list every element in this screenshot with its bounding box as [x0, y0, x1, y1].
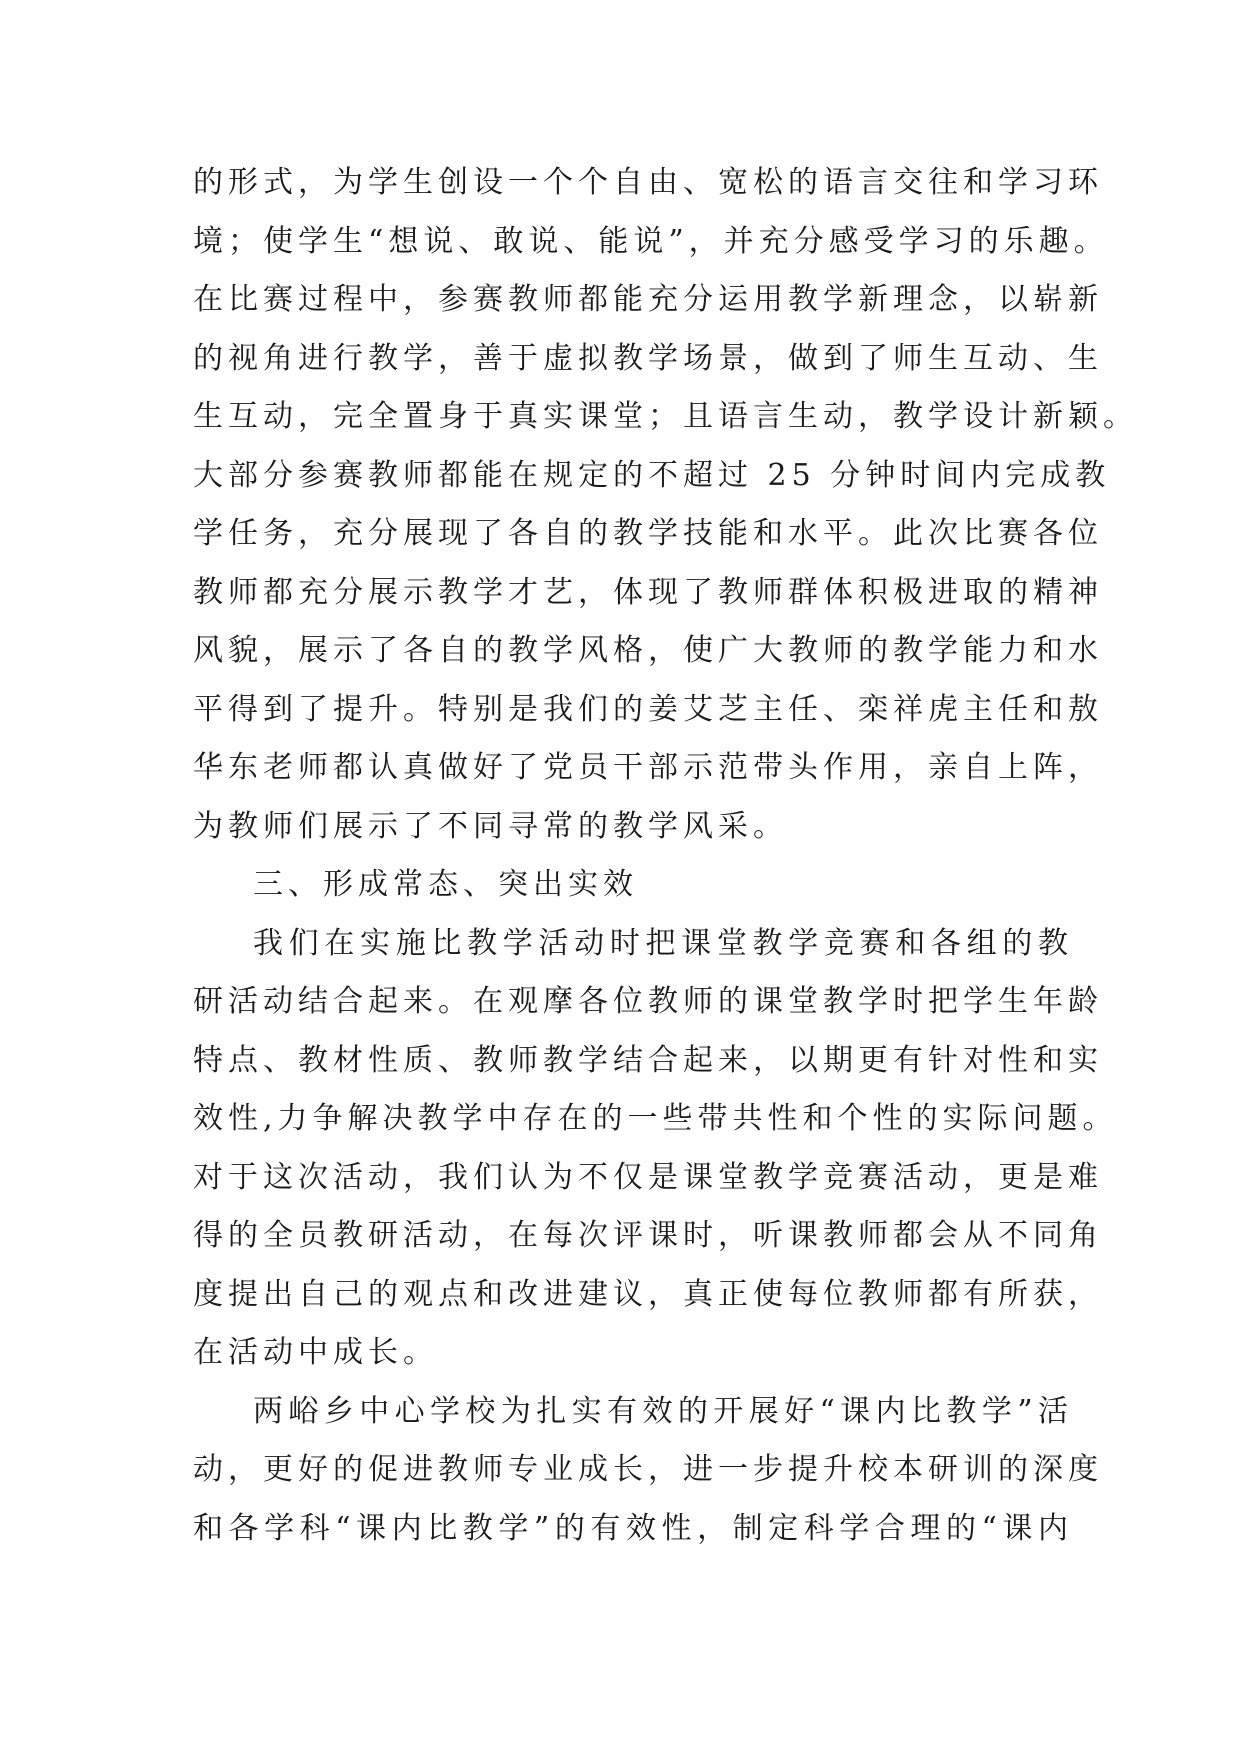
text-line: 两峪乡中心学校为扎实有效的开展好“课内比教学”活: [253, 1393, 1073, 1429]
text-line: 的视角进行教学，善于虚拟教学场景，做到了师生互动、生: [193, 340, 1103, 376]
text-line: 特点、教材性质、教师教学结合起来，以期更有针对性和实: [193, 1042, 1103, 1078]
text-line: 和各学科“课内比教学”的有效性，制定科学合理的“课内: [193, 1510, 1073, 1546]
text-line: 我们在实施比教学活动时把课堂教学竞赛和各组的教: [253, 925, 1073, 961]
text-line: 大部分参赛教师都能在规定的不超过 25 分钟时间内完成教: [193, 457, 1111, 493]
text-line: 在活动中成长。: [193, 1335, 438, 1370]
text-line: 三、形成常态、突出实效: [253, 867, 638, 902]
text-line: 效性,力争解决教学中存在的一些带共性和个性的实际问题。: [193, 1101, 1118, 1136]
text-line: 教师都充分展示教学才艺，体现了教师群体积极进取的精神: [193, 574, 1103, 610]
text-line: 风貌，展示了各自的教学风格，使广大教师的教学能力和水: [193, 633, 1103, 668]
text-line: 境；使学生“想说、敢说、能说”，并充分感受学习的乐趣。: [193, 223, 1109, 259]
text-line: 为教师们展示了不同寻常的教学风采。: [193, 808, 788, 844]
text-line: 平得到了提升。特别是我们的姜艾芝主任、栾祥虎主任和敖: [193, 691, 1103, 727]
text-line: 的形式，为学生创设一个个自由、宽松的语言交往和学习环: [193, 165, 1103, 200]
text-line: 生互动，完全置身于真实课堂；且语言生动，教学设计新颖。: [193, 399, 1138, 434]
text-line: 对于这次活动，我们认为不仅是课堂教学竞赛活动，更是难: [193, 1159, 1103, 1195]
document-body: [193, 154, 1138, 1558]
text-line: 得的全员教研活动，在每次评课时，听课教师都会从不同角: [193, 1218, 1103, 1253]
text-line: 动，更好的促进教师专业成长，进一步提升校本研训的深度: [193, 1452, 1103, 1487]
text-line: 研活动结合起来。在观摩各位教师的课堂教学时把学生年龄: [193, 984, 1103, 1019]
text-line: 在比赛过程中，参赛教师都能充分运用教学新理念，以崭新: [193, 282, 1103, 317]
text-line: 学任务，充分展现了各自的教学技能和水平。此次比赛各位: [193, 516, 1103, 551]
text-line: 度提出自己的观点和改进建议，真正使每位教师都有所获，: [193, 1276, 1103, 1312]
text-line: 华东老师都认真做好了党员干部示范带头作用，亲自上阵，: [193, 750, 1103, 785]
